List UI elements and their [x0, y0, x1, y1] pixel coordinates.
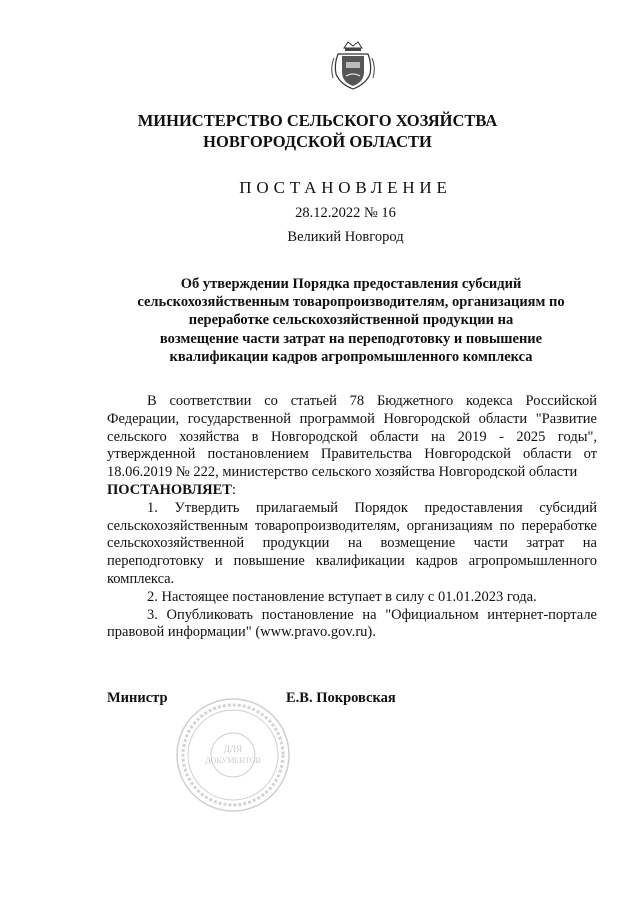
- preamble-text: В соответствии со статьей 78 Бюджетного кодекса Российской Федерации, государственной программой Новгородской области "Развитие сельского хозяйства в Новгородской области на 2019 - 2025 годы", утвержденной постановлением Правительства Новгородской области от 18.06.2019 № 222, министерство сельского хозяйства Новгородской области: [107, 393, 597, 481]
- document-body: [107, 393, 597, 642]
- official-stamp: [173, 695, 293, 815]
- subject-line: переработке сельскохозяйственной продукции на: [188, 312, 514, 329]
- subject-heading: [105, 275, 597, 366]
- decree-word: ПОСТАНОВЛЯЕТ: [107, 481, 232, 498]
- decree-line: [107, 482, 597, 500]
- ministry-line-1: МИНИСТЕРСТВО СЕЛЬСКОГО ХОЗЯЙСТВА: [137, 111, 498, 130]
- subject-line: сельскохозяйственным товаропроизводителям, организациям по: [137, 294, 565, 311]
- ministry-line-2: НОВГОРОДСКОЙ ОБЛАСТИ: [203, 132, 432, 151]
- subject-line: квалификации кадров агропромышленного комплекса: [169, 348, 533, 365]
- list-item: 1. Утвердить прилагаемый Порядок предоставления субсидий сельскохозяйственным товаропроизводителям, организациям по переработке сельскохозяйственной продукции на возмещение части затрат на переподготовку и повышение квалификации кадров агропромышленного комплекса.: [107, 499, 597, 587]
- date-number: 28.12.2022 № 16: [295, 205, 396, 221]
- subject-line: возмещение части затрат на переподготовку и повышение: [159, 330, 543, 347]
- signature-title: Министр: [107, 690, 168, 706]
- preamble-paragraph: [107, 393, 597, 482]
- list-item: 3. Опубликовать постановление на "Официальном интернет-портале правовой информации" (www.pravo.gov.ru).: [107, 606, 597, 641]
- document-type: ПОСТАНОВЛЕНИЕ: [239, 178, 452, 197]
- decree-colon: :: [231, 481, 236, 498]
- subject-line: Об утверждении Порядка предоставления субсидий: [180, 276, 522, 292]
- city: Великий Новгород: [287, 229, 404, 245]
- stamp-text-1: ДЛЯ: [223, 744, 243, 754]
- list-item: 2. Настоящее постановление вступает в силу с 01.01.2023 года.: [147, 588, 537, 605]
- signature-name: Е.В. Покровская: [286, 690, 396, 706]
- stamp-text-2: ДОКУМЕНТОВ: [205, 756, 261, 765]
- ministry-heading: [0, 110, 635, 152]
- coat-of-arms-emblem: [330, 38, 376, 92]
